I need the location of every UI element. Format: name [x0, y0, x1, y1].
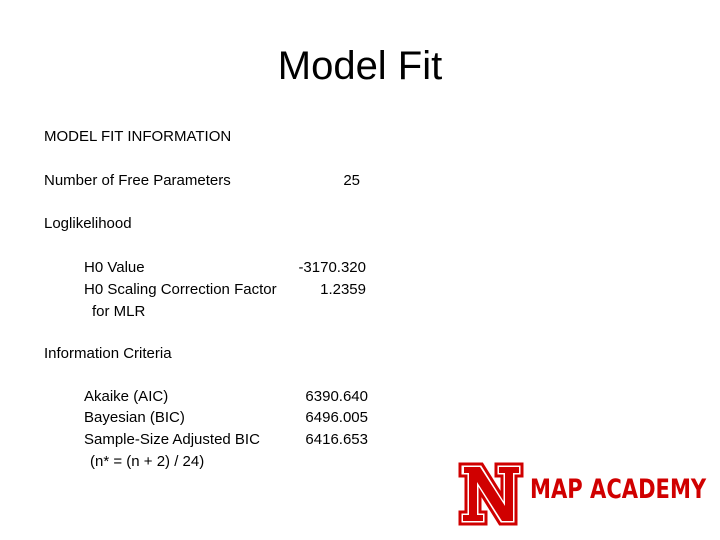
logo-text: MAP ACADEMY: [530, 474, 707, 505]
h0-value-label: H0 Value: [84, 259, 145, 276]
sabic-value: 6416.653: [305, 431, 368, 448]
free-params-value: 25: [343, 172, 360, 189]
nebraska-n-logo-icon: [458, 462, 524, 526]
section-heading: MODEL FIT INFORMATION: [44, 128, 232, 145]
sabic-label: Sample-Size Adjusted BIC: [84, 431, 260, 448]
bic-value: 6496.005: [305, 409, 368, 426]
sabic-label-cont: (n* = (n + 2) / 24): [90, 453, 205, 470]
h0-value: -3170.320: [298, 259, 366, 276]
free-params-label: Number of Free Parameters: [44, 172, 231, 189]
page-title: Model Fit: [277, 44, 443, 88]
h0-scaling-label-cont: for MLR: [92, 303, 146, 320]
map-academy-logo: [458, 462, 707, 526]
h0-scaling-label: H0 Scaling Correction Factor: [84, 281, 277, 298]
loglikelihood-heading: Loglikelihood: [44, 215, 132, 232]
aic-label: Akaike (AIC): [84, 388, 169, 405]
bic-label: Bayesian (BIC): [84, 409, 185, 426]
h0-scaling-value: 1.2359: [320, 281, 366, 298]
info-criteria-heading: Information Criteria: [44, 345, 172, 362]
aic-value: 6390.640: [305, 388, 368, 405]
